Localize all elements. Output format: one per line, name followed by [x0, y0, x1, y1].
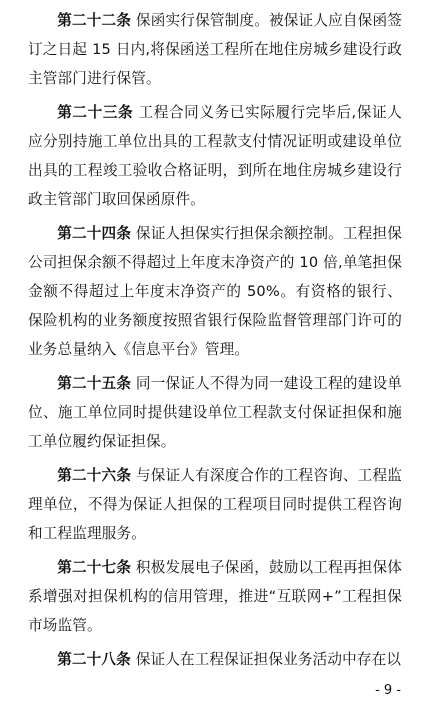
page-number: - 9 - [375, 683, 401, 698]
article-heading: 第二十四条 [57, 225, 132, 242]
article-heading: 第二十八条 [57, 651, 131, 668]
article-heading: 第二十三条 [57, 104, 134, 121]
article-body: 同一保证人不得为同一建设工程的建设单位、施工单位同时提供建设单位工程款支付保证担保和施工单位履约保证担保。 [28, 375, 402, 450]
article-23 [28, 98, 402, 214]
article-body: 工程合同义务已实际履行完毕后,保证人应分别持施工单位出具的工程款支付情况证明或建设单位出具的工程竣工验收合格证明，到所在地住房城乡建设行政主管部门取回保函原件。 [28, 104, 402, 208]
article-body: 积极发展电子保函，鼓励以工程再担保体系增强对担保机构的信用管理，推进“互联网+”工程担保市场监管。 [28, 559, 402, 634]
article-27 [28, 553, 402, 640]
article-body: 保证人担保实行担保余额控制。工程担保公司担保余额不得超过上年度末净资产的 10 倍,单笔担保金额不得超过上年度末净资产的 50%。有资格的银行、保险机构的业务额度按照省银行保险监督管理部门许可的业务总量纳入《信息平台》管理。 [28, 225, 402, 358]
article-26 [28, 461, 402, 548]
article-heading: 第二十二条 [57, 12, 132, 29]
article-list [28, 6, 402, 674]
article-28 [28, 645, 402, 674]
article-heading: 第二十六条 [57, 467, 132, 484]
article-25 [28, 369, 402, 456]
article-body: 保证人在工程保证担保业务活动中存在以 [130, 651, 402, 668]
article-body: 与保证人有深度合作的工程咨询、工程监理单位，不得为保证人担保的工程项目同时提供工程咨询和工程监理服务。 [28, 467, 402, 542]
article-body: 保函实行保管制度。被保证人应自保函签订之日起 15 日内,将保函送工程所在地住房城乡建设行政主管部门进行保管。 [28, 12, 402, 87]
article-22 [28, 6, 402, 93]
article-heading: 第二十五条 [57, 375, 132, 392]
article-heading: 第二十七条 [57, 559, 132, 576]
article-24 [28, 219, 402, 364]
